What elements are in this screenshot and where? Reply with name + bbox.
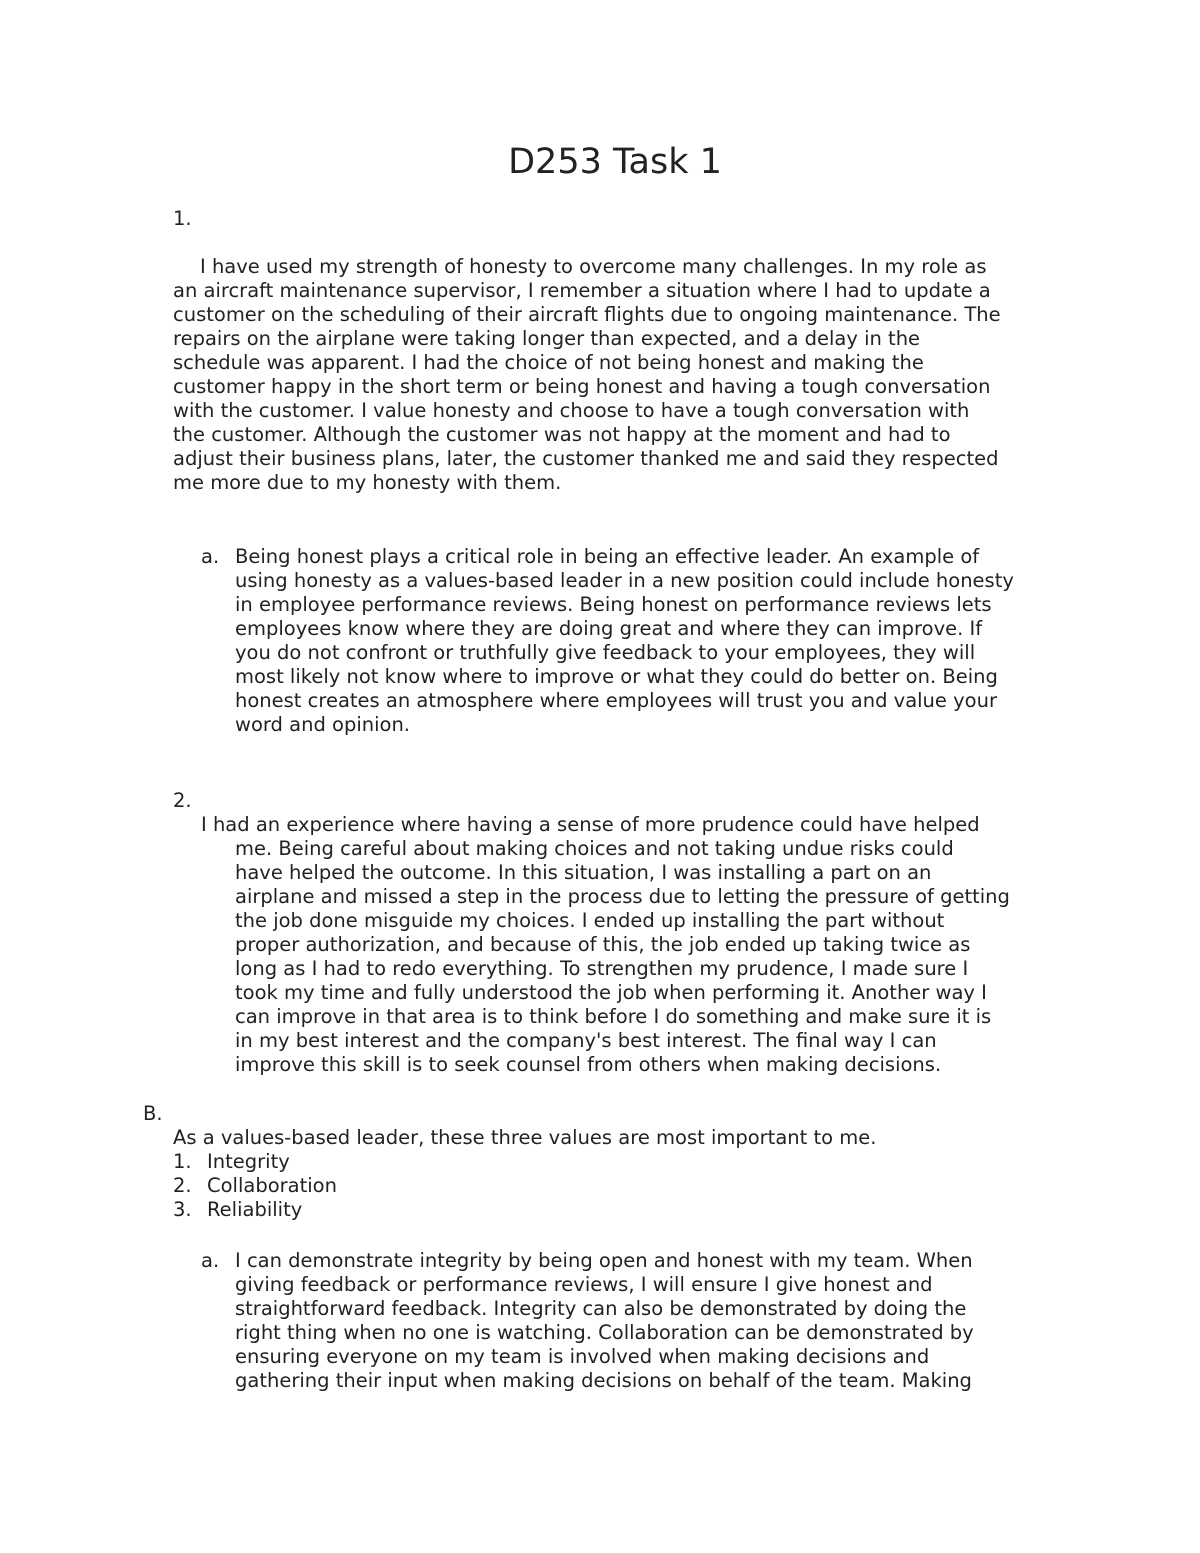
value-number: 2. (173, 1174, 192, 1197)
section-1-item-a-text: Being honest plays a critical role in being an effective leader. An example of using honesty as a values-based leader in a new position could include honesty in employee performance reviews. Being honest on performance reviews lets employees know where they are doing great and where they can improve. If you do not confront or truthfully give feedback to your employees, they will most likely not know where to improve or what they could do better on. Being honest creates an atmosphere where employees will trust you and value your word and opinion. (235, 545, 1014, 736)
section-1-item-a-marker: a. (201, 545, 220, 568)
value-label-reliability: Reliability (207, 1198, 303, 1221)
section-b-item-a-marker: a. (201, 1249, 220, 1272)
value-number: 3. (173, 1198, 192, 1221)
section-b-marker: B. (143, 1102, 163, 1125)
section-2-marker: 2. (173, 789, 192, 812)
section-1-marker: 1. (173, 207, 192, 230)
section-2-first-line: I had an experience where having a sense of more prudence could have helped (201, 813, 980, 836)
document-title: D253 Task 1 (508, 142, 722, 182)
value-label-integrity: Integrity (207, 1150, 290, 1173)
section-b-item-a-text: I can demonstrate integrity by being open and honest with my team. When giving feedback or performance reviews, I will ensure I give honest and straightforward feedback. Integrity can also be demonstrated by doing the right thing when no one is watching. Collaboration can be demonstrated by ensuring everyone on my team is involved when making decisions and gathering their input when making decisions on behalf of the team. Making (235, 1249, 974, 1392)
section-2-paragraph: me. Being careful about making choices and not taking undue risks could have helped the outcome. In this situation, I was installing a part on an airplane and missed a step in the process due to letting the pressure of getting the job done misguide my choices. I ended up installing the part without proper authorization, and because of this, the job ended up taking twice as long as I had to redo everything. To strengthen my prudence, I made sure I took my time and fully understood the job when performing it. Another way I can improve in that area is to think before I do something and make sure it is in my best interest and the company's best interest. The final way I can improve this skill is to seek counsel from others when making decisions. (235, 837, 1010, 1076)
value-label-collaboration: Collaboration (207, 1174, 337, 1197)
value-number: 1. (173, 1150, 192, 1173)
section-b-intro: As a values-based leader, these three values are most important to me. (173, 1126, 877, 1149)
section-1-paragraph: I have used my strength of honesty to overcome many challenges. In my role as an aircraft maintenance supervisor, I remember a situation where I had to update a customer on the scheduling of their aircraft flights due to ongoing maintenance. The repairs on the airplane were taking longer than expected, and a delay in the schedule was apparent. I had the choice of not being honest and making the customer happy in the short term or being honest and having a tough conversation with the customer. I value honesty and choose to have a tough conversation with the customer. Although the customer was not happy at the moment and had to adjust their business plans, later, the customer thanked me and said they respected me more due to my honesty with them. (173, 255, 1001, 494)
